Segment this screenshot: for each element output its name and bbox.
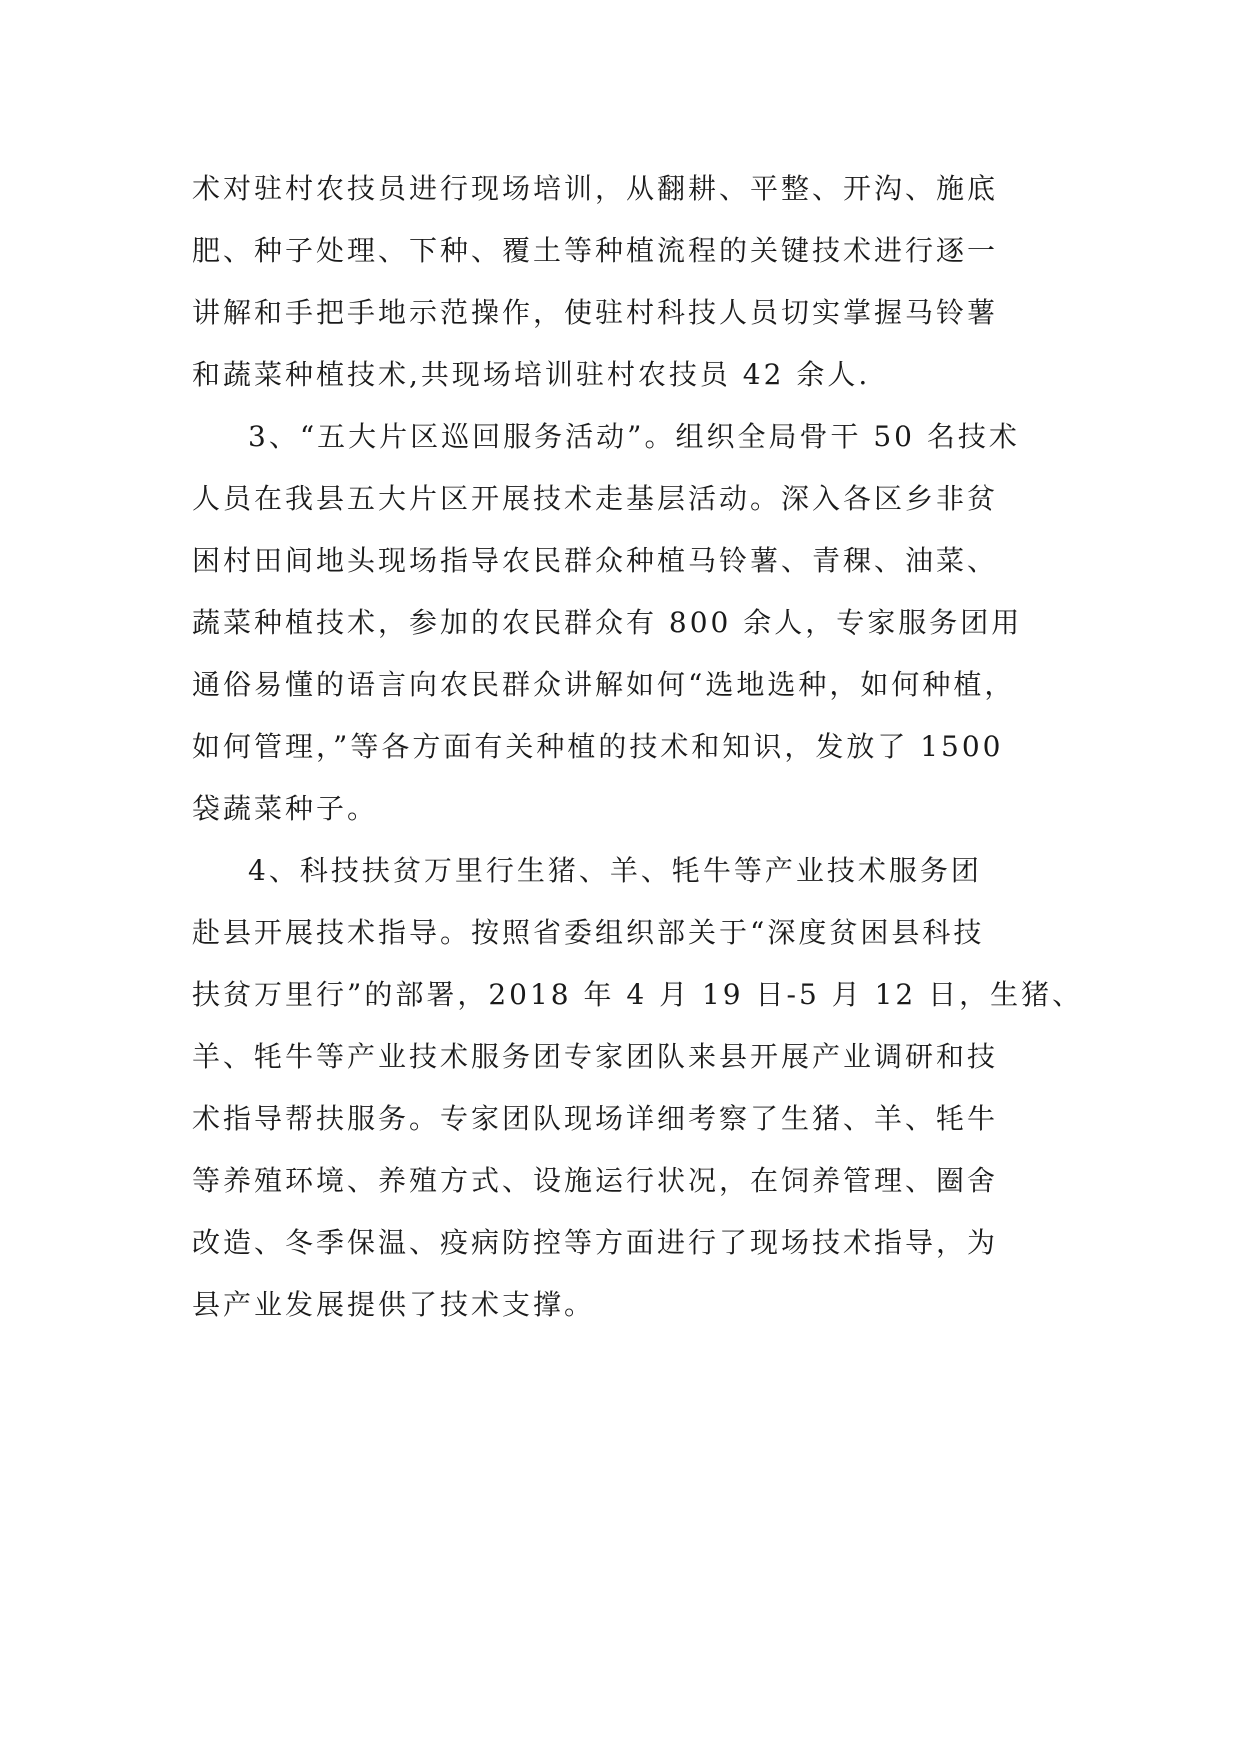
text-line: 通俗易懂的语言向农民群众讲解如何“选地选种，如何种植， [192, 668, 1016, 701]
text-line: 肥、种子处理、下种、覆土等种植流程的关键技术进行逐一 [192, 234, 999, 267]
text-line: 县产业发展提供了技术支撑。 [192, 1288, 596, 1321]
text-line: 和蔬菜种植技术,共现场培训驻村农技员 42 余人. [192, 358, 871, 391]
text-line: 人员在我县五大片区开展技术走基层活动。深入各区乡非贫 [192, 482, 999, 515]
text-line: 困村田间地头现场指导农民群众种植马铃薯、青稞、油菜、 [192, 544, 999, 577]
text-line: 赴县开展技术指导。按照省委组织部关于“深度贫困县科技 [192, 916, 985, 949]
text-line: 术对驻村农技员进行现场培训，从翻耕、平整、开沟、施底 [192, 172, 999, 205]
document-body [192, 158, 1084, 1336]
text-line: 蔬菜种植技术，参加的农民群众有 800 余人，专家服务团用 [192, 606, 1023, 639]
text-line: 扶贫万里行”的部署，2018 年 4 月 19 日-5 月 12 日，生猪、 [192, 978, 1084, 1011]
paragraph-training-continued [192, 158, 1052, 406]
text-line: 羊、牦牛等产业技术服务团专家团队来县开展产业调研和技 [192, 1040, 999, 1073]
text-line: 术指导帮扶服务。专家团队现场详细考察了生猪、羊、牦牛 [192, 1102, 999, 1135]
text-line: 如何管理，”等各方面有关种植的技术和知识，发放了 1500 [192, 730, 1004, 763]
text-line: 讲解和手把手地示范操作，使驻村科技人员切实掌握马铃薯 [192, 296, 999, 329]
text-line: 袋蔬菜种子。 [192, 792, 379, 825]
text-line: 改造、冬季保温、疫病防控等方面进行了现场技术指导，为 [192, 1226, 999, 1259]
text-line: 4、科技扶贫万里行生猪、羊、牦牛等产业技术服务团 [248, 854, 982, 887]
paragraph-item-4 [192, 840, 1084, 1336]
text-line: 等养殖环境、养殖方式、设施运行状况，在饲养管理、圈舍 [192, 1164, 999, 1197]
paragraph-item-3 [192, 406, 1052, 840]
text-line: 3、“五大片区巡回服务活动”。组织全局骨干 50 名技术 [248, 420, 1020, 453]
